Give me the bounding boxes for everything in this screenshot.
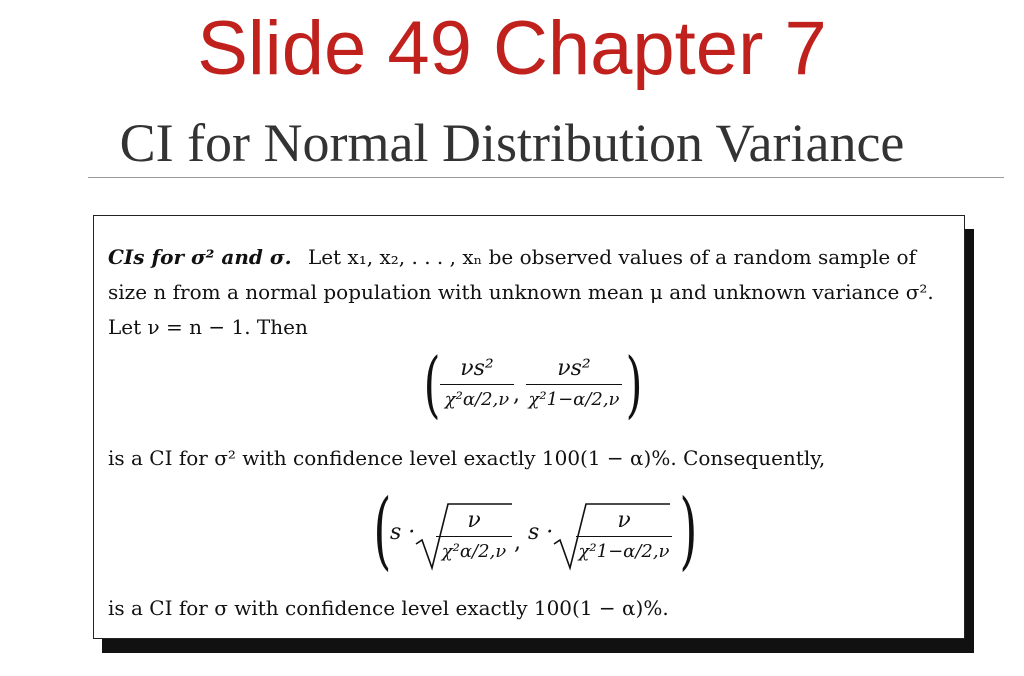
s-factor: s ·	[528, 520, 554, 545]
theorem-box	[93, 215, 965, 639]
fraction-lower	[436, 508, 512, 565]
denominator: χ²α/2,ν	[444, 389, 510, 411]
slide-subtitle: CI for Normal Distribution Variance	[119, 113, 905, 173]
right-paren: )	[625, 342, 643, 426]
numerator: νs²	[460, 356, 494, 381]
fraction-lower	[440, 356, 514, 413]
denominator: χ²1−α/2,ν	[528, 389, 620, 411]
theorem-line-3: Let ν = n − 1. Then	[108, 315, 308, 339]
fraction-bar	[436, 536, 512, 537]
left-paren: (	[423, 342, 441, 426]
numerator: ν	[467, 508, 481, 533]
comma: ,	[513, 382, 520, 407]
fraction-bar	[440, 384, 514, 385]
slide-title: Slide 49 Chapter 7	[197, 6, 827, 91]
fraction-bar	[576, 536, 672, 537]
numerator: ν	[617, 508, 631, 533]
s-factor: s ·	[390, 520, 416, 545]
theorem-heading: CIs for σ² and σ.	[108, 245, 292, 269]
theorem-line-2: size n from a normal population with unknown mean μ and unknown variance σ².	[108, 280, 934, 304]
comma: ,	[514, 530, 521, 555]
theorem-heading-line	[108, 245, 916, 269]
fraction-bar	[526, 384, 622, 385]
theorem-line-4: is a CI for σ² with confidence level exactly 100(1 − α)%. Consequently,	[108, 446, 826, 470]
theorem-line-1: Let x₁, x₂, . . . , xₙ be observed values of a random sample of	[307, 245, 916, 269]
left-paren: (	[373, 481, 392, 579]
theorem-line-5: is a CI for σ with confidence level exactly 100(1 − α)%.	[108, 596, 669, 620]
fraction-upper	[576, 508, 672, 565]
denominator: χ²α/2,ν	[441, 541, 507, 563]
fraction-upper	[526, 356, 622, 413]
title-divider	[88, 177, 1004, 178]
denominator: χ²1−α/2,ν	[578, 541, 670, 563]
numerator: νs²	[557, 356, 591, 381]
right-paren: )	[679, 481, 698, 579]
